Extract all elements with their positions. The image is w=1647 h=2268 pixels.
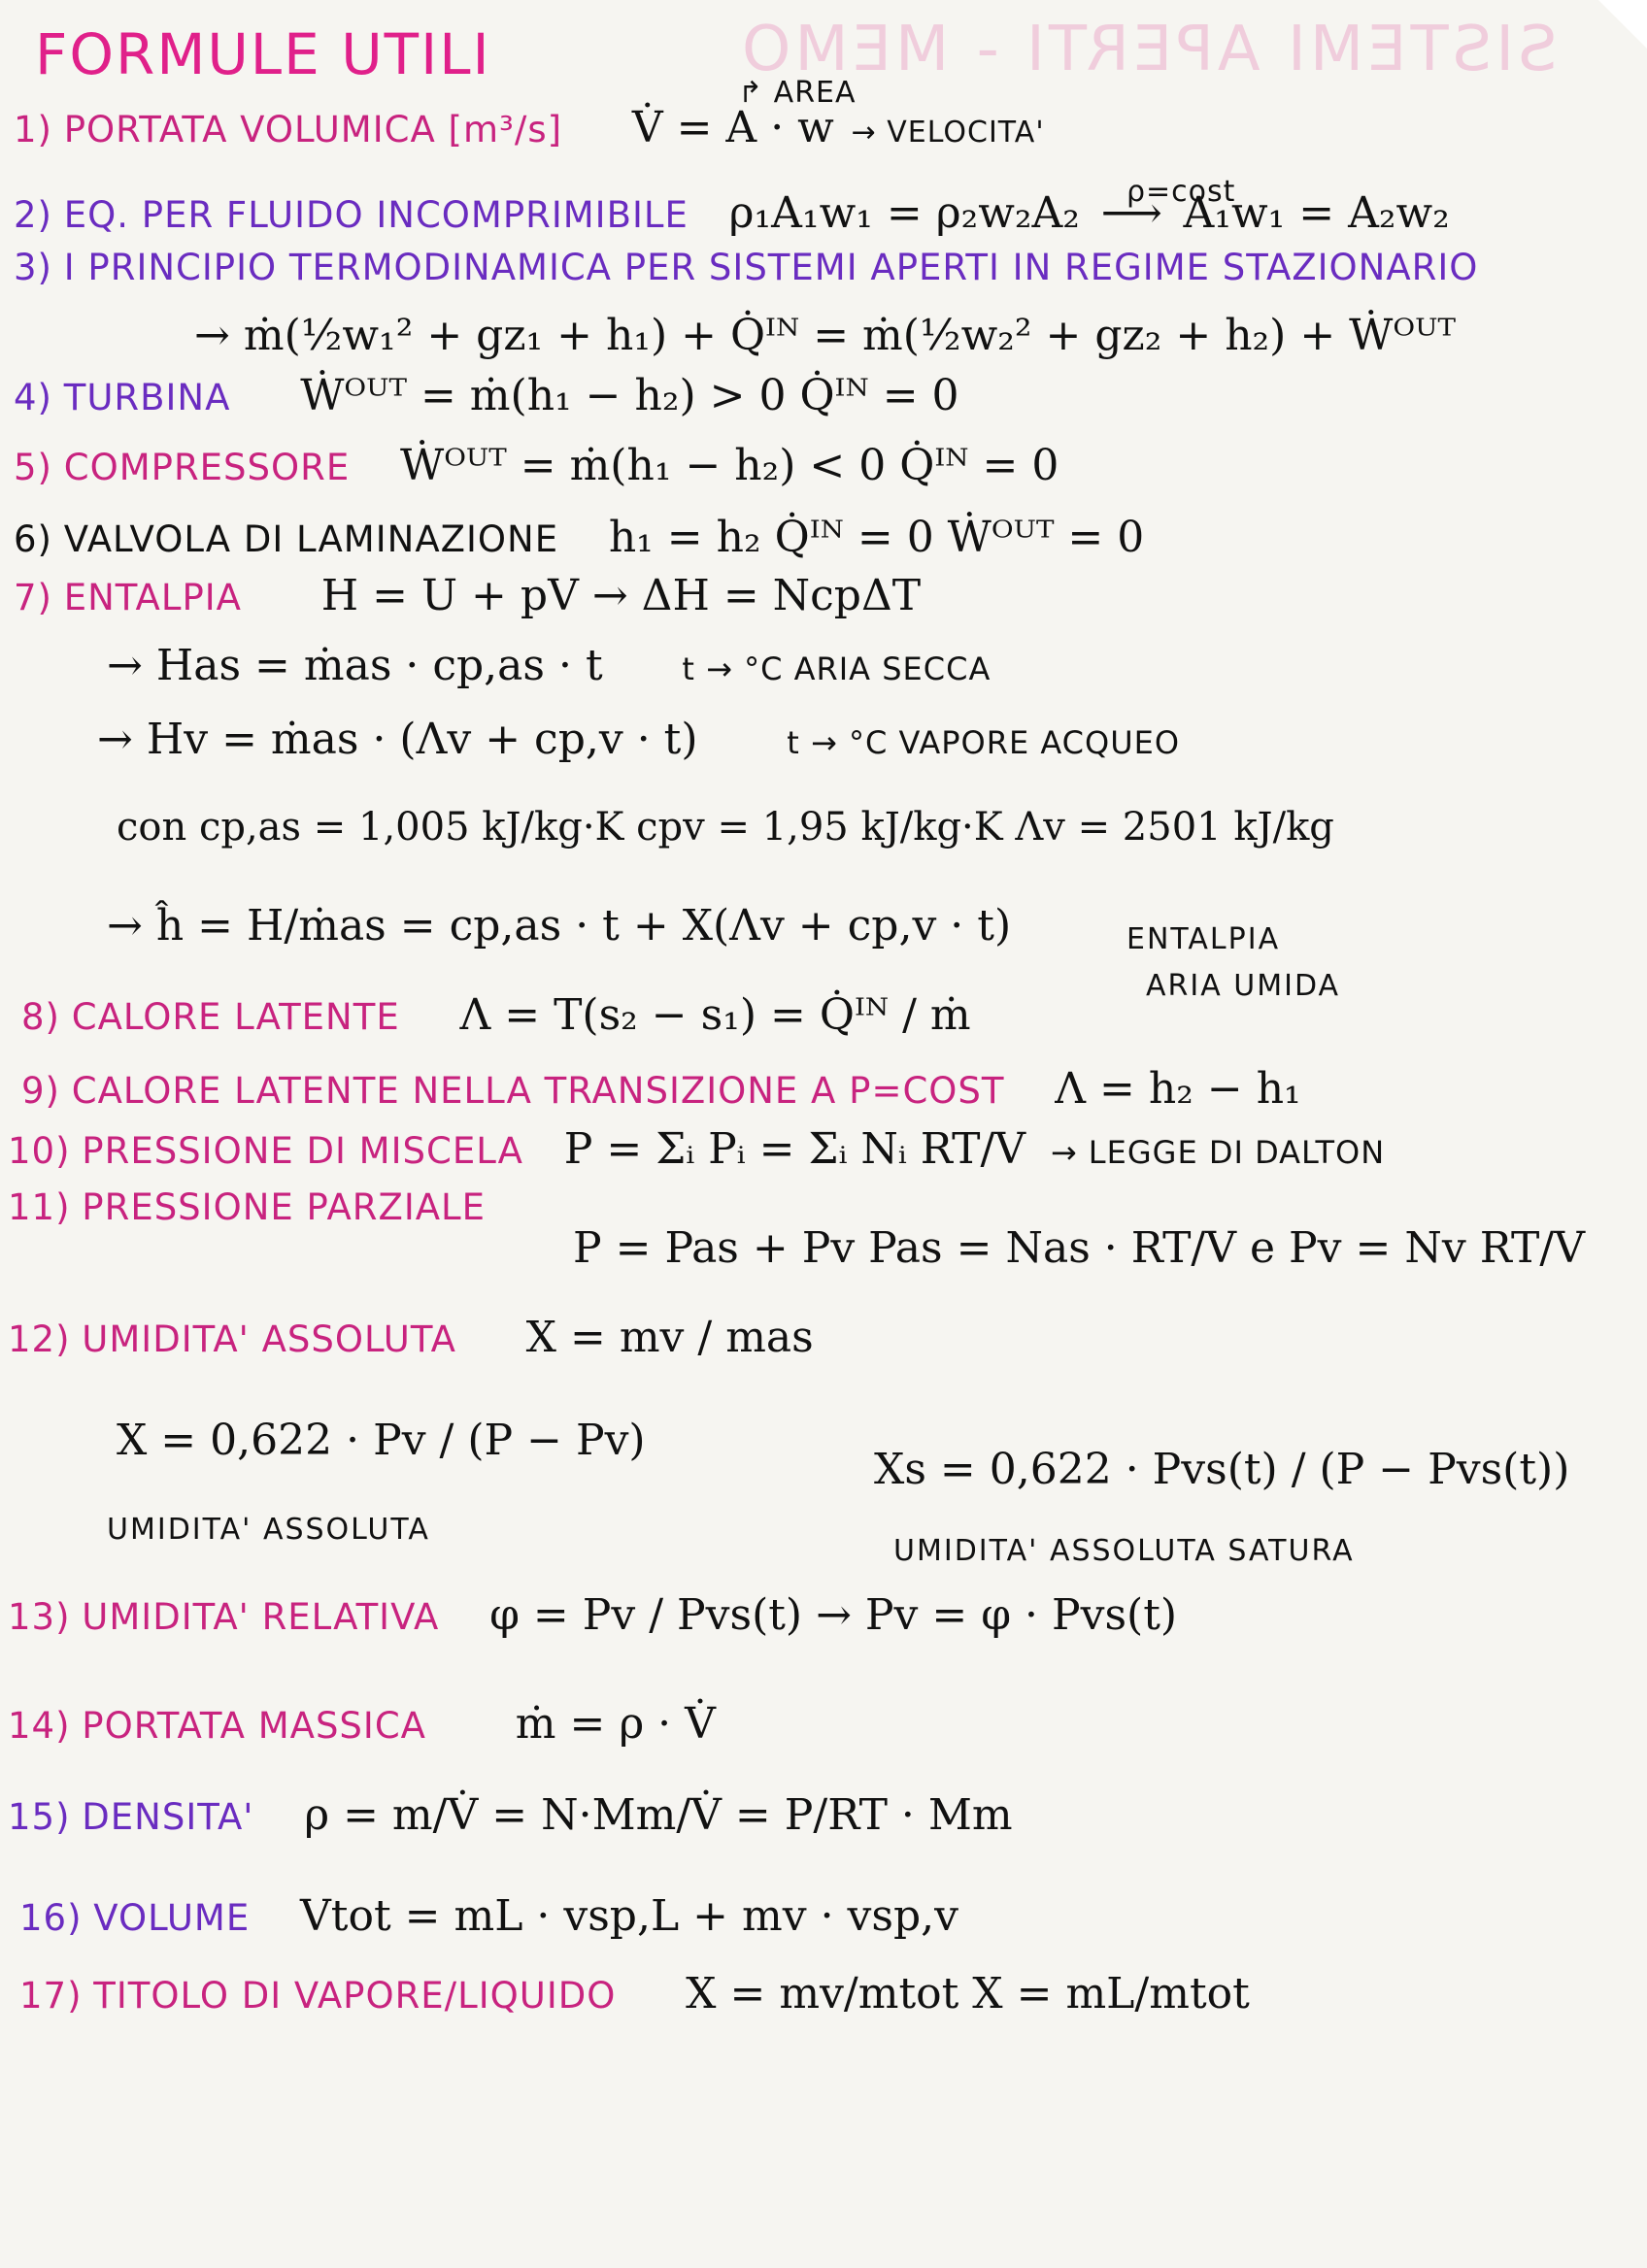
enthalpy-vapor (97, 717, 1180, 763)
humid-air-enthalpy-formula: → ĥ = H/ṁas = cp,as · t + X(Λv + cp,v · t) (107, 901, 1012, 951)
item-formula: Ẇᴼᵁᵀ = ṁ(h₁ − h₂) > 0 Q̇ᴵᴺ = 0 (300, 371, 959, 420)
saturated-humidity-label: UMIDITA' ASSOLUTA SATURA (893, 1534, 1355, 1568)
item-heading: UMIDITA' ASSOLUTA (82, 1318, 456, 1360)
formula-row-17 (19, 1971, 1250, 2018)
item-number: 11) (8, 1186, 71, 1228)
formula-row-1 (14, 105, 1045, 151)
item-number: 13) (8, 1596, 71, 1638)
item-number: 8) (21, 996, 60, 1038)
item-number: 15) (8, 1796, 71, 1838)
formula-row-9 (21, 1066, 1301, 1113)
dalton-note: → LEGGE DI DALTON (1050, 1134, 1386, 1171)
item-heading: CALORE LATENTE (71, 996, 400, 1038)
dry-air-enthalpy-formula: → Has = ṁas · cp,as · t (107, 641, 603, 690)
item-formula: ṁ = ρ · V̇ (515, 1699, 716, 1749)
item-number: 7) (14, 577, 52, 618)
item-formula: Λ = h₂ − h₁ (1055, 1064, 1301, 1114)
vapor-note: t → °C VAPORE ACQUEO (787, 724, 1181, 761)
enthalpy-humid-air (107, 903, 1011, 950)
formula-row-10 (8, 1126, 1385, 1173)
item-formula: X = mv / mas (525, 1313, 814, 1362)
saturated-humidity-expression: Xs = 0,622 · Pvs(t) / (P − Pvs(t)) (874, 1445, 1570, 1494)
saturated-humidity-formula (874, 1447, 1569, 1493)
item-heading: ENTALPIA (63, 577, 242, 618)
item-formula: φ = Pv / Pvs(t) → Pv = φ · Pvs(t) (489, 1590, 1178, 1640)
absolute-humidity-formula (117, 1418, 646, 1464)
item-number: 17) (19, 1975, 83, 2017)
item-formula: Vtot = mL · vsp,L + mv · vsp,v (300, 1891, 959, 1941)
absolute-humidity-label: UMIDITA' ASSOLUTA (107, 1513, 430, 1547)
formula-row-14 (8, 1701, 716, 1748)
item-heading: PRESSIONE DI MISCELA (82, 1130, 523, 1172)
item-heading: I PRINCIPIO TERMODINAMICA PER SISTEMI APERTI IN REGIME STAZIONARIO (63, 247, 1479, 288)
formula-row-6 (14, 515, 1144, 561)
item-heading: PORTATA MASSICA (82, 1705, 426, 1747)
item-formula: H = U + pV → ΔH = NcpΔT (320, 571, 922, 620)
formula-row-15 (8, 1792, 1013, 1839)
formula-row-16 (19, 1893, 958, 1940)
pressure-constant-label: ρ=cost (1126, 175, 1236, 209)
item-number: 6) (14, 518, 52, 560)
item-formula: P = Pas + Pv Pas = Nas · RT/V e Pv = Nv RT/V (573, 1223, 1585, 1273)
formula-row-12 (8, 1315, 814, 1361)
item-formula: → ṁ(½w₁² + gz₁ + h₁) + Q̇ᴵᴺ = ṁ(½w₂² + gz₂ + h₂) + Ẇᴼᵁᵀ (194, 311, 1456, 360)
item-formula: X = mv/mtot X = mL/mtot (686, 1969, 1250, 2018)
enthalpy-constants (117, 806, 1334, 849)
page-title: FORMULE UTILI (35, 21, 491, 87)
item-number: 1) (14, 109, 52, 150)
formula-row-11-formula (573, 1225, 1585, 1272)
dry-air-note: t → °C ARIA SECCA (682, 650, 992, 687)
item-number: 4) (14, 377, 52, 418)
item-number: 10) (8, 1130, 71, 1172)
item-heading: UMIDITA' RELATIVA (82, 1596, 440, 1638)
item-formula: V̇ = A · w (631, 103, 834, 152)
item-number: 3) (14, 247, 52, 288)
item-formula: ρ = m/V̇ = N·Mm/V̇ = P/RT · Mm (304, 1790, 1013, 1840)
area-annotation: ↱ AREA (738, 76, 857, 110)
item-number: 12) (8, 1318, 71, 1360)
item-number: 9) (21, 1070, 60, 1112)
formula-row-11-heading (8, 1188, 486, 1228)
bleed-through-heading: SISTEMI APERTI - MEMO (738, 14, 1558, 85)
absolute-humidity-expression: X = 0,622 · Pv / (P − Pv) (117, 1416, 646, 1465)
item-heading: PRESSIONE PARZIALE (82, 1186, 487, 1228)
item-heading: CALORE LATENTE NELLA TRANSIZIONE A P=COST (71, 1070, 1005, 1112)
item-result: A₁w₁ = A₂w₂ (1183, 188, 1450, 238)
formula-row-5 (14, 443, 1059, 489)
formula-row-2: 2) EQ. PER FLUIDO INCOMPRIMIBILE ρ₁A₁w₁ = ρ₂w₂A₂ ⟶ A₁w₁ = A₂w₂ (14, 188, 1450, 238)
item-heading: TITOLO DI VAPORE/LIQUIDO (93, 1975, 617, 2017)
humid-air-note-1: ENTALPIA (1126, 922, 1281, 956)
vapor-enthalpy-formula: → Hv = ṁas · (Λv + cp,v · t) (97, 715, 698, 764)
formula-row-7 (14, 573, 921, 619)
formula-row-13 (8, 1592, 1177, 1639)
item-heading: EQ. PER FLUIDO INCOMPRIMIBILE (63, 194, 689, 236)
item-number: 14) (8, 1705, 71, 1747)
item-formula: h₁ = h₂ Q̇ᴵᴺ = 0 Ẇᴼᵁᵀ = 0 (608, 513, 1145, 562)
item-formula: Ẇᴼᵁᵀ = ṁ(h₁ − h₂) < 0 Q̇ᴵᴺ = 0 (399, 441, 1059, 490)
item-number: 16) (19, 1897, 83, 1939)
constants-formula: con cp,as = 1,005 kJ/kg·K cpv = 1,95 kJ/kg·K Λv = 2501 kJ/kg (117, 805, 1334, 850)
item-heading: DENSITA' (82, 1796, 254, 1838)
enthalpy-dry-air (107, 643, 991, 689)
item-number: 2) (14, 194, 52, 236)
item-heading: PORTATA VOLUMICA [m³/s] (63, 109, 563, 150)
humid-air-note-2: ARIA UMIDA (1146, 969, 1341, 1003)
item-formula: P = Σᵢ Pᵢ = Σᵢ Nᵢ RT/V (563, 1124, 1026, 1174)
formula-row-4 (14, 373, 959, 419)
item-formula: ρ₁A₁w₁ = ρ₂w₂A₂ (728, 188, 1080, 238)
folded-corner (1598, 0, 1647, 49)
item-heading: TURBINA (63, 377, 231, 418)
item-heading: VOLUME (93, 1897, 251, 1939)
formula-row-3-heading (14, 249, 1478, 288)
item-formula: Λ = T(s₂ − s₁) = Q̇ᴵᴺ / ṁ (459, 990, 971, 1040)
formula-row-3-formula (194, 313, 1456, 359)
velocity-annotation: → VELOCITA' (851, 116, 1045, 150)
item-heading: VALVOLA DI LAMINAZIONE (63, 518, 559, 560)
item-number: 5) (14, 447, 52, 488)
formula-row-8 (21, 992, 971, 1039)
item-heading: COMPRESSORE (63, 447, 351, 488)
